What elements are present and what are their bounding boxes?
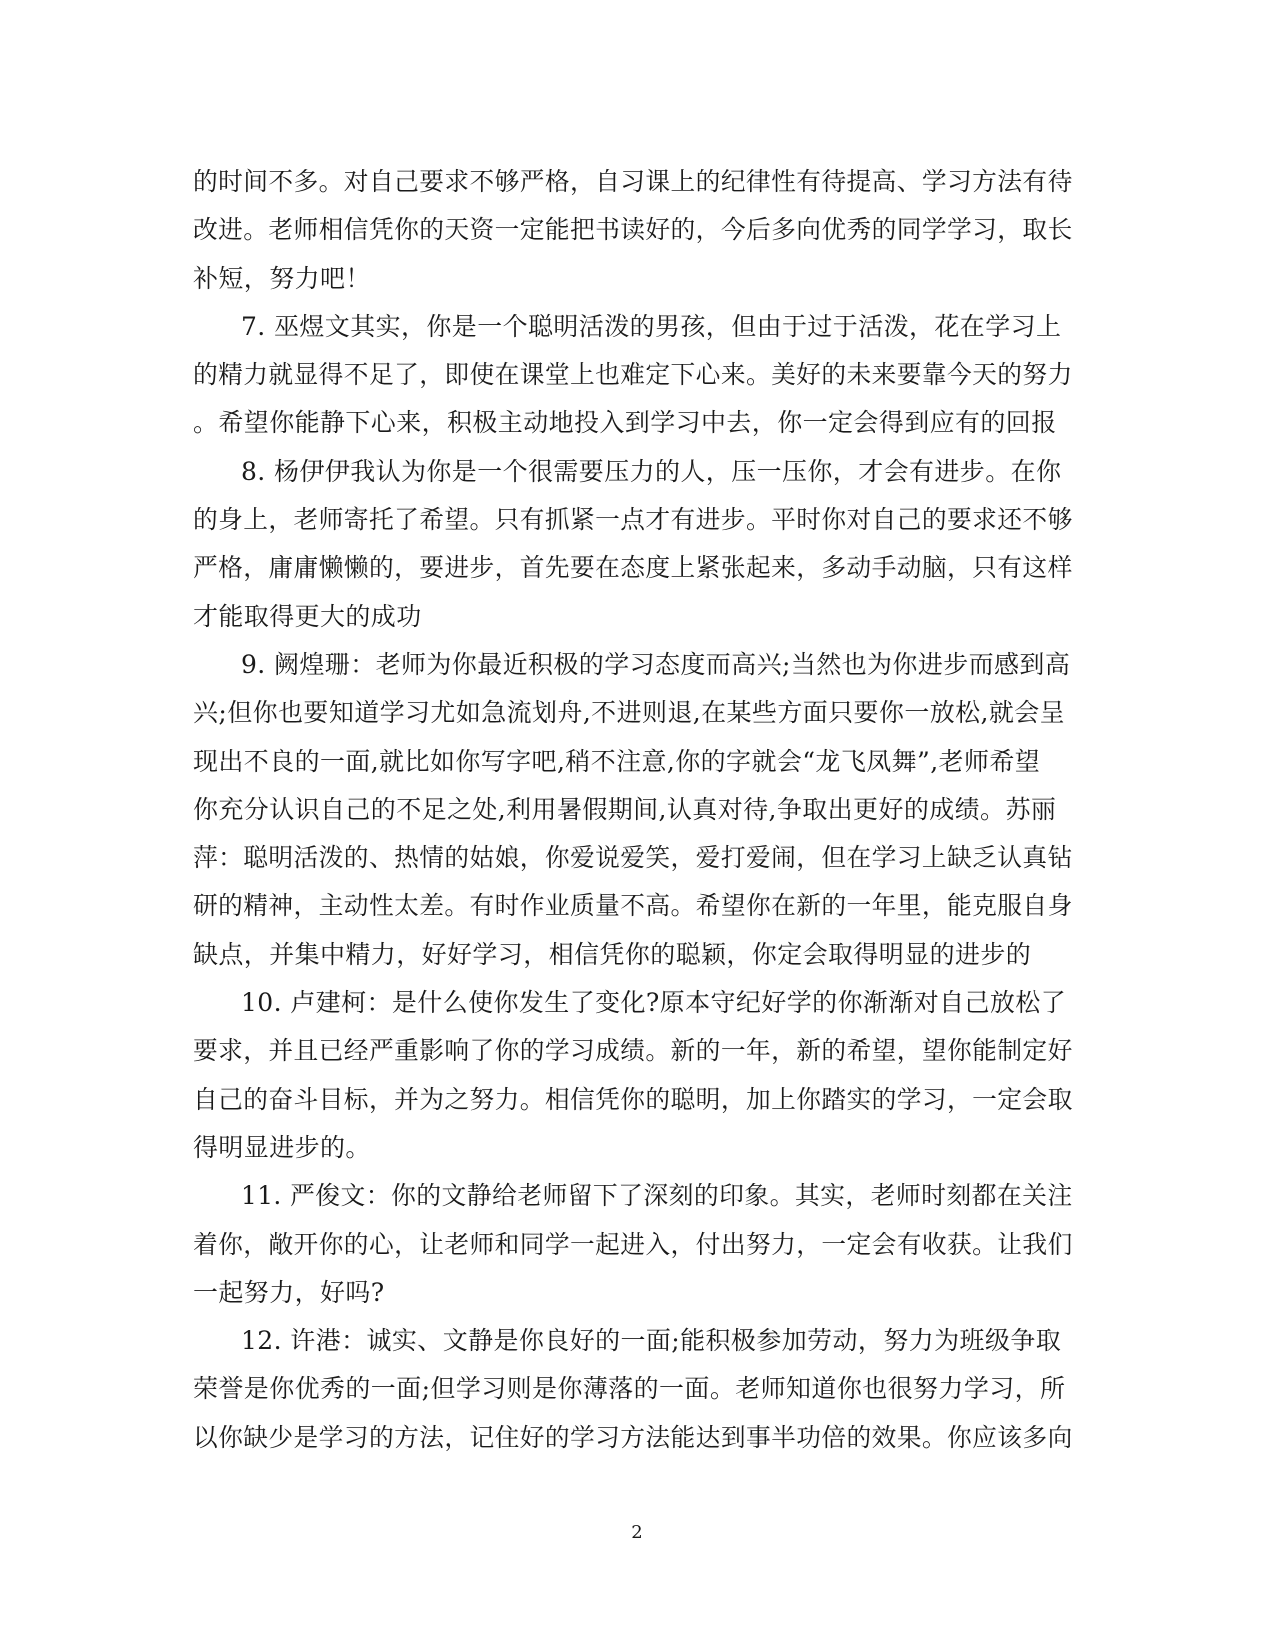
text-line: 一起努力，好吗? (193, 1277, 385, 1307)
text-line: 萍：聪明活泼的、热情的姑娘，你爱说爱笑，爱打爱闹，但在学习上缺乏认真钻 (193, 843, 1073, 873)
text-line: 11. 严俊文：你的文静给老师留下了深刻的印象。其实，老师时刻都在关注 (241, 1181, 1073, 1211)
text-line: 要求，并且已经严重影响了你的学习成绩。新的一年，新的希望，望你能制定好 (193, 1036, 1073, 1066)
text-line: 荣誉是你优秀的一面;但学习则是你薄落的一面。老师知道你也很努力学习，所 (193, 1374, 1066, 1404)
text-line: 以你缺少是学习的方法，记住好的学习方法能达到事半功倍的效果。你应该多向 (193, 1422, 1073, 1452)
text-line: 8. 杨伊伊我认为你是一个很需要压力的人，压一压你，才会有进步。在你 (241, 456, 1062, 486)
text-line: 严格，庸庸懒懒的，要进步，首先要在态度上紧张起来，多动手动脑，只有这样 (193, 553, 1073, 583)
text-line: 补短，努力吧！ (193, 263, 371, 293)
text-line: 现出不良的一面,就比如你写字吧,稍不注意,你的字就会“龙飞凤舞”,老师希望 (193, 746, 1041, 776)
text-line: 你充分认识自己的不足之处,利用暑假期间,认真对待,争取出更好的成绩。苏丽 (193, 794, 1057, 824)
text-line: 得明显进步的。 (193, 1132, 371, 1162)
text-line: 10. 卢建柯：是什么使你发生了变化?原本守纪好学的你渐渐对自己放松了 (241, 988, 1067, 1018)
text-line: 的时间不多。对自己要求不够严格，自习课上的纪律性有待提高、学习方法有待 (193, 167, 1073, 196)
body-text (193, 158, 1073, 1462)
text-line: 的身上，老师寄托了希望。只有抓紧一点才有进步。平时你对自己的要求还不够 (193, 505, 1073, 535)
text-line: 改进。老师相信凭你的天资一定能把书读好的，今后多向优秀的同学学习，取长 (193, 215, 1073, 245)
page-number: 2 (631, 1522, 643, 1543)
text-line: 12. 许港：诚实、文静是你良好的一面;能积极参加劳动，努力为班级争取 (241, 1326, 1062, 1356)
text-line: 7. 巫煜文其实，你是一个聪明活泼的男孩，但由于过于活泼，花在学习上 (241, 311, 1062, 341)
text-line: 的精力就显得不足了，即使在课堂上也难定下心来。美好的未来要靠今天的努力 (193, 360, 1073, 390)
text-line: 9. 阙煌珊：老师为你最近积极的学习态度而高兴;当然也为你进步而感到高 (241, 649, 1071, 679)
text-line: 着你，敞开你的心，让老师和同学一起进入，付出努力，一定会有收获。让我们 (193, 1229, 1073, 1259)
text-line: 缺点，并集中精力，好好学习，相信凭你的聪颖，你定会取得明显的进步的 (193, 939, 1032, 969)
text-line: 研的精神，主动性太差。有时作业质量不高。希望你在新的一年里，能克服自身 (193, 891, 1073, 921)
text-line: 兴;但你也要知道学习尤如急流划舟,不进则退,在某些方面只要你一放松,就会呈 (193, 698, 1066, 728)
text-line: 。希望你能静下心来，积极主动地投入到学习中去，你一定会得到应有的回报 (193, 408, 1057, 438)
text-line: 自己的奋斗目标，并为之努力。相信凭你的聪明，加上你踏实的学习，一定会取 (193, 1084, 1073, 1114)
text-line: 才能取得更大的成功 (193, 601, 422, 631)
